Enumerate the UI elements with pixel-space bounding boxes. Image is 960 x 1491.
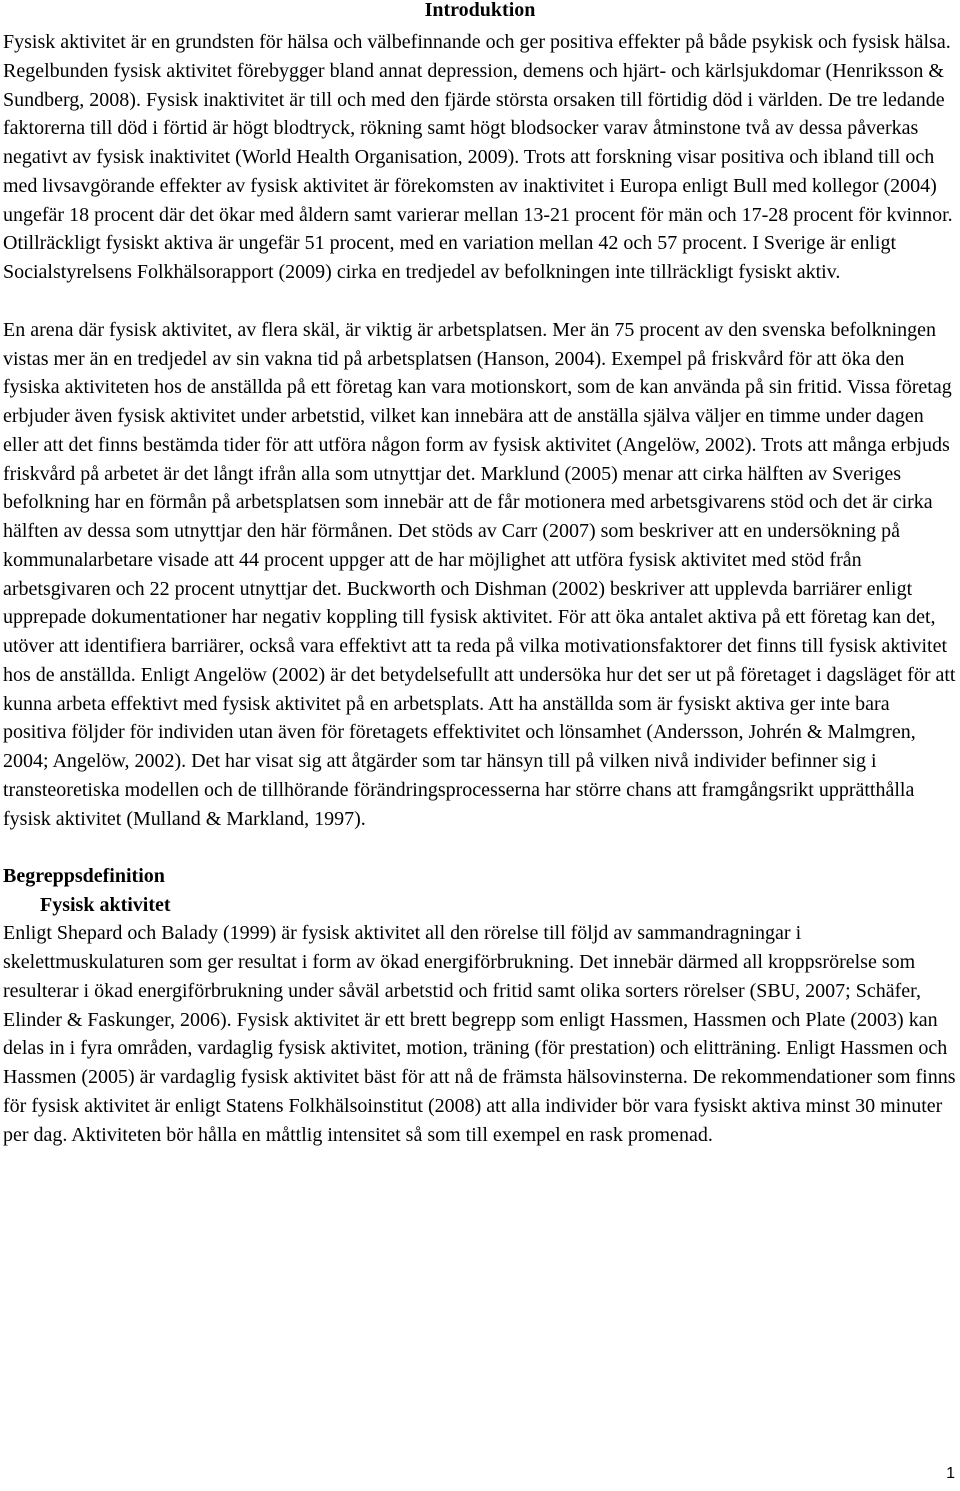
- subsection-heading: Fysisk aktivitet: [40, 894, 171, 917]
- page-number: 1: [946, 1465, 955, 1482]
- intro-paragraph-1: Fysisk aktivitet är en grundsten för hälsa och välbefinnande och ger positiva effekter på både psykisk och fysisk hälsa. Regelbunden fysisk aktivitet förebygger bland annat depression, demens och hjärt- och kärlsjukdomar (Henriksson & Sundberg, 2008). Fysisk inaktivitet är till och med den fjärde största orsaken till förtidig död i världen. De tre ledande faktorerna till död i förtid är högt blodtryck, rökning samt högt blodsocker varav åtminstone två av dessa påverkas negativt av fysisk inaktivitet (World Health Organisation, 2009). Trots att forskning visar positiva och ibland till och med livsavgörande effekter av fysisk aktivitet är förekomsten av inaktivitet i Europa enligt Bull med kollegor (2004) ungefär 18 procent där det ökar med åldern samt varierar mellan 13-21 procent för män och 17-28 procent för kvinnor. Otillräckligt fysiskt aktiva är ungefär 51 procent, med en variation mellan 42 och 57 procent. I Sverige är enligt Socialstyrelsens Folkhälsorapport (2009) cirka en tredjedel av befolkningen inte tillräckligt fysiskt aktiv.: [3, 31, 953, 283]
- intro-paragraph-2: En arena där fysisk aktivitet, av flera skäl, är viktig är arbetsplatsen. Mer än 75 procent av den svenska befolkningen vistas mer än en tredjedel av sin vakna tid på arbetsplatsen (Hanson, 2004). Exempel på friskvård för att öka den fysiska aktiviteten hos de anställda på ett företag kan vara motionskort, som de kan använda på sin fritid. Vissa företag erbjuder även fysisk aktivitet under arbetstid, vilket kan innebära att de anställa själva väljer en timme under dagen eller att det finns bestämda tider för att utföra någon form av fysisk aktivitet (Angelöw, 2002). Trots att många erbjuds friskvård på arbetet är det långt ifrån alla som utnyttjar det. Marklund (2005) menar att cirka hälften av Sveriges befolkning har en förmån på arbetsplatsen som innebär att de får motionera med arbetsgivarens stöd och det är cirka hälften av dessa som utnyttjar den här förmånen. Det stöds av Carr (2007) som beskriver att en undersökning på kommunalarbetare visade att 44 procent uppger att de har möjlighet att utföra fysisk aktivitet med stöd från arbetsgivaren och 22 procent utnyttjar det. Buckworth och Dishman (2002) beskriver att upplevda barriärer enligt upprepade dokumentationer har negativ koppling till fysisk aktivitet. För att öka antalet aktiva på ett företag kan det, utöver att identifiera barriärer, också vara effektivt att ta reda på vilka motivationsfaktorer det finns till fysisk aktivitet hos de anställda. Enligt Angelöw (2002) är det betydelsefullt att undersöka hur det ser ut på företaget i dagsläget för att kunna arbeta effektivt med fysisk aktivitet på en arbetsplats. Att ha anställda som är fysiskt aktiva ger inte bara positiva följder för individen utan även för företagets effektivitet och lönsamhet (Andersson, Johrén & Malmgren, 2004; Angelöw, 2002). Det har visat sig att åtgärder som tar hänsyn till på vilken nivå individer befinner sig i transteoretiska modellen och de tillhörande förändringsprocesserna har större chans att framgångsrikt upprätthålla fysisk aktivitet (Mulland & Markland, 1997).: [3, 318, 956, 830]
- definition-paragraph: Enligt Shepard och Balady (1999) är fysisk aktivitet all den rörelse till följd av sammandragningar i skelettmuskulaturen som ger resultat i form av ökad energiförbrukning. Det innebär därmed all kroppsrörelse som resulterar i ökad energiförbrukning under såväl arbetstid och fritid samt olika sorters rörelser (SBU, 2007; Schäfer, Elinder & Faskunger, 2006). Fysisk aktivitet är ett brett begrepp som enligt Hassmen, Hassmen och Plate (2003) kan delas in i fyra områden, vardaglig fysisk aktivitet, motion, träning (för prestation) och elitträning. Enligt Hassmen och Hassmen (2005) är vardaglig fysisk aktivitet bäst för att nå de främsta hälsovinsterna. De rekommendationer som finns för fysisk aktivitet är enligt Statens Folkhälsoinstitut (2008) att alla individer bör vara fysiskt aktiva minst 30 minuter per dag. Aktiviteten bör hålla en måttlig intensitet så som till exempel en rask promenad.: [3, 922, 956, 1146]
- section-heading: Begreppsdefinition: [3, 865, 165, 888]
- document-title: Introduktion: [424, 0, 536, 21]
- document-page: [3, 0, 957, 1149]
